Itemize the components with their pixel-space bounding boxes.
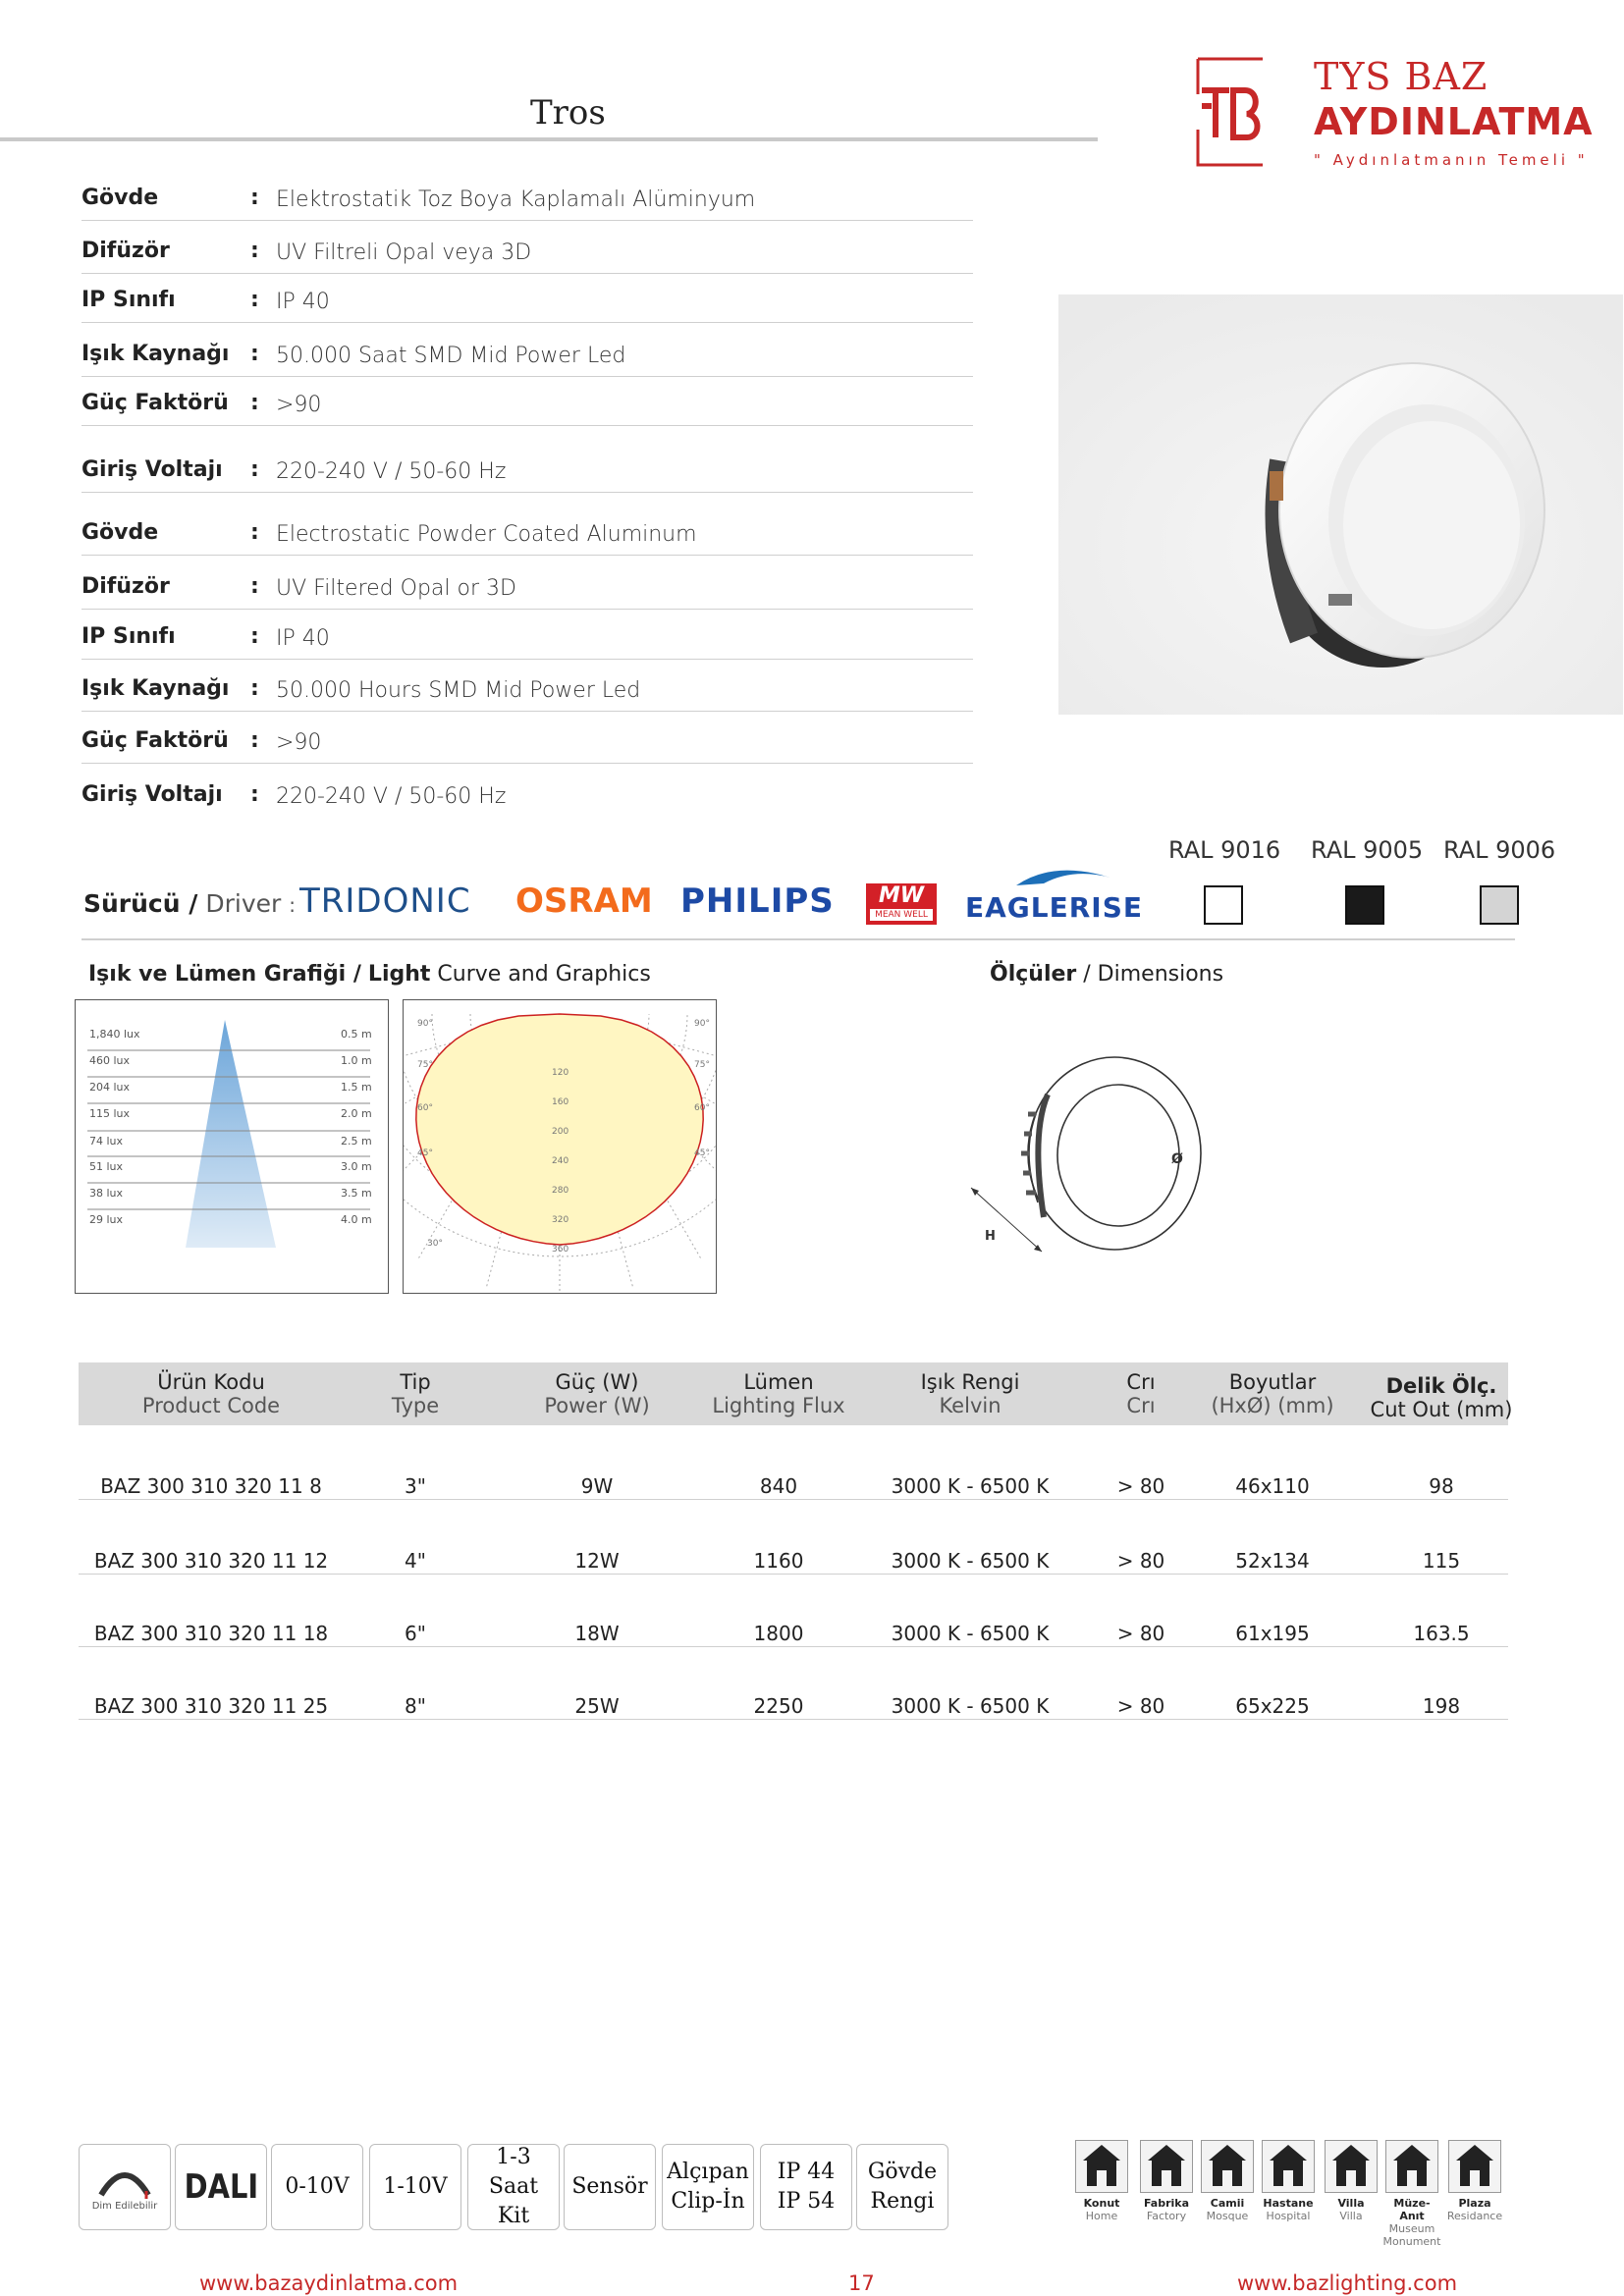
brand-sub: AYDINLATMA <box>1314 100 1594 143</box>
meanwell-text: MEAN WELL <box>870 909 933 921</box>
eaglerise-text: EAGLERISE <box>965 891 1144 924</box>
spec-row <box>81 768 973 817</box>
building-label-tr: Villa <box>1337 2197 1365 2210</box>
polar-chart <box>404 1000 716 1293</box>
table-cell: 198 <box>1422 1694 1461 1718</box>
building-label-en: Home <box>1085 2210 1118 2222</box>
feature-icon <box>856 2144 948 2230</box>
polar-ring-label: 360 <box>552 1245 569 1255</box>
spec-row <box>81 274 973 323</box>
osram-logo: OSRAM <box>515 881 653 921</box>
driver-colon: : <box>289 893 296 917</box>
title-divider <box>0 137 1098 141</box>
feature-line1: 1-10V <box>383 2174 448 2199</box>
building-picture-icon <box>1325 2140 1378 2193</box>
light-curve-title <box>88 962 651 987</box>
header-en: Cut Out (mm) <box>1370 1398 1513 1421</box>
building-picture-icon <box>1201 2140 1254 2193</box>
feature-line1: Alçıpan <box>667 2160 749 2184</box>
spec-colon: : <box>250 520 259 545</box>
polar-angle-left: 90° <box>417 1019 433 1029</box>
dimension-drawing <box>967 1055 1203 1266</box>
lux-distance: 3.5 m <box>341 1187 372 1200</box>
spec-label: Işık Kaynağı <box>81 676 230 701</box>
table-header-cell <box>392 1370 439 1417</box>
building-icon <box>1072 2140 1131 2222</box>
building-label-tr: Fabrika <box>1143 2197 1190 2210</box>
building-label-en: Museum Monument <box>1382 2222 1441 2248</box>
header-en: Product Code <box>141 1394 281 1417</box>
lux-chart-frame <box>75 999 389 1294</box>
lux-value: 1,840 lux <box>89 1028 140 1041</box>
polar-angle-left: 30° <box>427 1239 443 1249</box>
lux-distance: 2.0 m <box>341 1107 372 1120</box>
spec-colon: : <box>250 457 259 482</box>
meanwell-mark: MW <box>878 883 925 908</box>
table-row <box>79 1622 1508 1647</box>
footer-url-right[interactable]: www.bazlighting.com <box>1237 2271 1458 2295</box>
light-curve-title-bold: Light <box>367 962 431 987</box>
feature-icon <box>175 2144 267 2230</box>
polar-angle-right: 45° <box>694 1148 710 1158</box>
feature-text <box>285 2172 349 2202</box>
lux-chart <box>76 1000 388 1293</box>
header-tr: Boyutlar <box>1228 1370 1317 1394</box>
table-cell: > 80 <box>1116 1622 1165 1645</box>
product-table-header <box>79 1362 1513 1425</box>
spec-row <box>81 663 973 712</box>
spec-colon: : <box>250 186 259 210</box>
spec-row <box>81 507 973 556</box>
feature-icon <box>564 2144 656 2230</box>
polar-ring-label: 200 <box>552 1127 569 1137</box>
spec-value: 50.000 Saat SMD Mid Power Led <box>276 344 626 368</box>
spec-label: Gövde <box>81 520 159 545</box>
spec-label: Giriş Voltajı <box>81 457 223 482</box>
polar-angle-left: 75° <box>417 1060 433 1070</box>
eaglerise-logo <box>965 864 1147 925</box>
lux-distance: 4.0 m <box>341 1213 372 1226</box>
spec-colon: : <box>250 239 259 263</box>
light-curve-title-tr: Işık ve Lümen Grafiği / <box>88 962 361 987</box>
table-cell: 3000 K - 6500 K <box>891 1474 1050 1498</box>
lux-value: 51 lux <box>89 1160 124 1173</box>
spec-colon: : <box>250 391 259 415</box>
table-cell: 12W <box>574 1549 620 1573</box>
feature-icon <box>662 2144 754 2230</box>
feature-text <box>383 2172 447 2202</box>
building-label-tr: Plaza <box>1458 2197 1491 2210</box>
dimensions-title <box>990 962 1223 987</box>
meanwell-logo <box>866 883 937 925</box>
ral-9005-swatch <box>1345 885 1384 925</box>
lux-value: 38 lux <box>89 1187 124 1200</box>
table-cell: > 80 <box>1116 1549 1165 1573</box>
lux-cone <box>186 1020 276 1248</box>
lux-distance: 2.5 m <box>341 1135 372 1148</box>
spec-value: >90 <box>276 730 322 755</box>
header-en: Kelvin <box>939 1394 1001 1417</box>
lux-distance: 1.0 m <box>341 1054 372 1067</box>
table-cell: > 80 <box>1116 1474 1165 1498</box>
feature-line1: 0-10V <box>285 2174 350 2199</box>
spec-value: >90 <box>276 393 322 417</box>
spec-label: IP Sınıfı <box>81 288 176 312</box>
product-photo <box>1058 294 1623 715</box>
building-label-en: Hospital <box>1266 2210 1311 2222</box>
lux-value: 460 lux <box>89 1054 131 1067</box>
table-cell: 1800 <box>753 1622 804 1645</box>
table-cell: 115 <box>1422 1549 1461 1573</box>
ral-9006-swatch <box>1480 885 1519 925</box>
feature-text <box>468 2143 559 2231</box>
feature-line2: Rengi <box>870 2189 935 2214</box>
dim-icon <box>95 2162 154 2201</box>
table-header-cell <box>1371 1374 1513 1421</box>
spec-colon: : <box>250 624 259 649</box>
eaglerise-wing-icon <box>1014 864 1112 889</box>
driver-label-en: Driver <box>205 889 282 918</box>
feature-text <box>571 2172 647 2202</box>
feature-line1: 1-3 Saat <box>488 2145 539 2199</box>
spec-value: UV Filtreli Opal veya 3D <box>276 240 532 265</box>
spec-row <box>81 611 973 660</box>
spec-colon: : <box>250 676 259 701</box>
polar-angle-left: 60° <box>417 1103 433 1113</box>
spec-value: Electrostatic Powder Coated Aluminum <box>276 522 697 547</box>
table-cell: 52x134 <box>1235 1549 1310 1573</box>
table-cell: 2250 <box>753 1694 804 1718</box>
footer-url-left[interactable]: www.bazaydinlatma.com <box>199 2271 459 2295</box>
header-en: Lighting Flux <box>712 1394 845 1417</box>
building-icon <box>1259 2140 1318 2222</box>
spec-colon: : <box>250 782 259 807</box>
spec-label: Difüzör <box>81 574 170 599</box>
table-cell: 3" <box>405 1474 426 1498</box>
building-icon <box>1445 2140 1504 2222</box>
table-header-cell <box>921 1370 1020 1417</box>
table-cell: BAZ 300 310 320 11 8 <box>100 1474 322 1498</box>
table-row <box>79 1694 1508 1720</box>
header-tr: Lümen <box>743 1370 814 1394</box>
table-cell: 840 <box>759 1474 798 1498</box>
building-label-en: Residance <box>1446 2210 1503 2222</box>
table-cell: 4" <box>405 1549 426 1573</box>
building-picture-icon <box>1262 2140 1315 2193</box>
feature-icon <box>760 2144 852 2230</box>
building-label-tr: Konut <box>1083 2197 1120 2210</box>
header-tr: Tip <box>400 1370 431 1394</box>
building-icon <box>1322 2140 1380 2222</box>
table-cell: BAZ 300 310 320 11 25 <box>93 1694 329 1718</box>
table-cell: 46x110 <box>1235 1474 1310 1498</box>
spec-label: Gövde <box>81 186 159 210</box>
header-tr: Crı <box>1126 1370 1156 1394</box>
feature-icon <box>369 2144 461 2230</box>
polar-angle-right: 75° <box>694 1060 710 1070</box>
page-title: Tros <box>530 93 606 133</box>
lux-value: 204 lux <box>89 1081 131 1094</box>
header-tr: Ürün Kodu <box>157 1370 265 1394</box>
page-number: 17 <box>848 2271 875 2295</box>
feature-text <box>868 2158 937 2216</box>
polar-angle-right: 60° <box>694 1103 710 1113</box>
table-cell: 65x225 <box>1235 1694 1310 1718</box>
polar-ring-label: 160 <box>552 1097 569 1107</box>
table-cell: > 80 <box>1116 1694 1165 1718</box>
spec-label: Işık Kaynağı <box>81 342 230 366</box>
dimension-diameter-label: Ø <box>1171 1151 1183 1167</box>
polar-ring-label: 240 <box>552 1156 569 1166</box>
table-cell: 3000 K - 6500 K <box>891 1622 1050 1645</box>
brand-logo-icon <box>1196 57 1265 167</box>
table-cell: 98 <box>1429 1474 1454 1498</box>
feature-line1: Sensör <box>571 2174 648 2199</box>
header-en: Type <box>391 1394 440 1417</box>
table-row <box>79 1549 1508 1575</box>
spec-colon: : <box>250 574 259 599</box>
building-picture-icon <box>1075 2140 1128 2193</box>
header-en: Power (W) <box>544 1394 650 1417</box>
ral-9005-label: RAL 9005 <box>1311 836 1424 864</box>
feature-line1: IP 44 <box>777 2160 836 2184</box>
spec-row <box>81 225 973 274</box>
dali-label: DALI <box>184 2167 258 2207</box>
spec-label: IP Sınıfı <box>81 624 176 649</box>
table-header-cell <box>544 1370 649 1417</box>
header-en: (HxØ) (mm) <box>1211 1394 1334 1417</box>
spec-row <box>81 328 973 377</box>
polar-chart-frame <box>403 999 717 1294</box>
spec-row <box>81 715 973 764</box>
building-picture-icon <box>1385 2140 1438 2193</box>
feature-text <box>778 2158 835 2216</box>
building-label-en: Villa <box>1339 2210 1363 2222</box>
table-header-cell <box>1126 1370 1155 1417</box>
brand-slogan: " Aydınlatmanın Temeli " <box>1314 151 1589 169</box>
building-label-en: Factory <box>1146 2210 1187 2222</box>
lux-distance: 3.0 m <box>341 1160 372 1173</box>
spec-value: 220-240 V / 50-60 Hz <box>276 459 507 484</box>
building-picture-icon <box>1448 2140 1501 2193</box>
table-header-cell <box>1211 1370 1333 1417</box>
spec-label: Giriş Voltajı <box>81 782 223 807</box>
building-icon <box>1137 2140 1196 2222</box>
ral-9016-swatch <box>1204 885 1243 925</box>
philips-logo: PHILIPS <box>680 881 835 921</box>
lux-value: 74 lux <box>89 1135 124 1148</box>
header-tr: Delik Ölç. <box>1385 1374 1497 1398</box>
dimension-h-label: H <box>985 1229 996 1244</box>
table-cell: 3000 K - 6500 K <box>891 1694 1050 1718</box>
feature-text <box>667 2158 749 2216</box>
driver-label-tr: Sürücü / <box>83 889 198 918</box>
table-cell: BAZ 300 310 320 11 18 <box>93 1622 329 1645</box>
feature-icon <box>271 2144 363 2230</box>
building-label-tr: Hastane <box>1263 2197 1314 2210</box>
feature-line2: Kit <box>497 2204 530 2228</box>
header-en: Crı <box>1126 1394 1156 1417</box>
building-label-tr: Müze-Anıt <box>1393 2197 1431 2222</box>
polar-ring-label: 320 <box>552 1215 569 1225</box>
building-label-tr: Camii <box>1210 2197 1245 2210</box>
spec-value: IP 40 <box>276 626 330 651</box>
spec-value: IP 40 <box>276 290 330 314</box>
tridonic-logo: TRIDONIC <box>299 881 471 921</box>
table-cell: 8" <box>405 1694 426 1718</box>
table-cell: 61x195 <box>1235 1622 1310 1645</box>
table-cell: 3000 K - 6500 K <box>891 1549 1050 1573</box>
polar-ring-label: 280 <box>552 1186 569 1196</box>
polar-angle-right: 90° <box>694 1019 710 1029</box>
lux-distance: 1.5 m <box>341 1081 372 1094</box>
polar-angle-left: 45° <box>417 1148 433 1158</box>
spec-row <box>81 444 973 493</box>
table-cell: 6" <box>405 1622 426 1645</box>
feature-line2: IP 54 <box>777 2189 836 2214</box>
spec-colon: : <box>250 288 259 312</box>
table-cell: 25W <box>574 1694 620 1718</box>
dimensions-title-tr: Ölçüler <box>990 962 1077 987</box>
feature-icon <box>467 2144 560 2230</box>
spec-value: 220-240 V / 50-60 Hz <box>276 784 507 809</box>
table-header-cell <box>712 1370 844 1417</box>
ral-9006-label: RAL 9006 <box>1443 836 1556 864</box>
feature-line2: Clip-İn <box>671 2189 745 2214</box>
light-curve-title-en: Curve and Graphics <box>437 962 651 987</box>
feature-line1: Gövde <box>867 2160 938 2184</box>
lux-value: 29 lux <box>89 1213 124 1226</box>
driver-divider <box>81 938 1515 940</box>
building-icon <box>1198 2140 1257 2222</box>
table-cell: 1160 <box>753 1549 804 1573</box>
building-icon <box>1382 2140 1441 2248</box>
table-cell: 163.5 <box>1413 1622 1470 1645</box>
building-picture-icon <box>1140 2140 1193 2193</box>
spec-colon: : <box>250 342 259 366</box>
spec-colon: : <box>250 728 259 753</box>
feature-icon <box>79 2144 171 2230</box>
lux-value: 115 lux <box>89 1107 131 1120</box>
spec-row <box>81 172 973 221</box>
header-tr: Güç (W) <box>555 1370 639 1394</box>
table-cell: BAZ 300 310 320 11 12 <box>93 1549 329 1573</box>
spec-value: UV Filtered Opal or 3D <box>276 576 516 601</box>
table-row <box>79 1474 1508 1500</box>
polar-ring-label: 120 <box>552 1068 569 1078</box>
building-label-en: Mosque <box>1206 2210 1249 2222</box>
driver-label <box>83 889 296 918</box>
spec-label: Güç Faktörü <box>81 728 229 753</box>
spec-label: Güç Faktörü <box>81 391 229 415</box>
table-header-cell <box>142 1370 280 1417</box>
spec-row <box>81 561 973 610</box>
lux-distance: 0.5 m <box>341 1028 372 1041</box>
header-tr: Işık Rengi <box>920 1370 1020 1394</box>
spec-row <box>81 377 973 426</box>
spec-value: 50.000 Hours SMD Mid Power Led <box>276 678 641 703</box>
table-cell: 9W <box>580 1474 614 1498</box>
ral-9016-label: RAL 9016 <box>1168 836 1281 864</box>
table-cell: 18W <box>574 1622 620 1645</box>
dim-label: Dim Edilebilir <box>91 2201 158 2212</box>
brand-name: TYS BAZ <box>1314 55 1489 98</box>
spec-value: Elektrostatik Toz Boya Kaplamalı Alüminyum <box>276 187 756 212</box>
dimensions-title-en: / Dimensions <box>1083 962 1224 987</box>
spec-label: Difüzör <box>81 239 170 263</box>
